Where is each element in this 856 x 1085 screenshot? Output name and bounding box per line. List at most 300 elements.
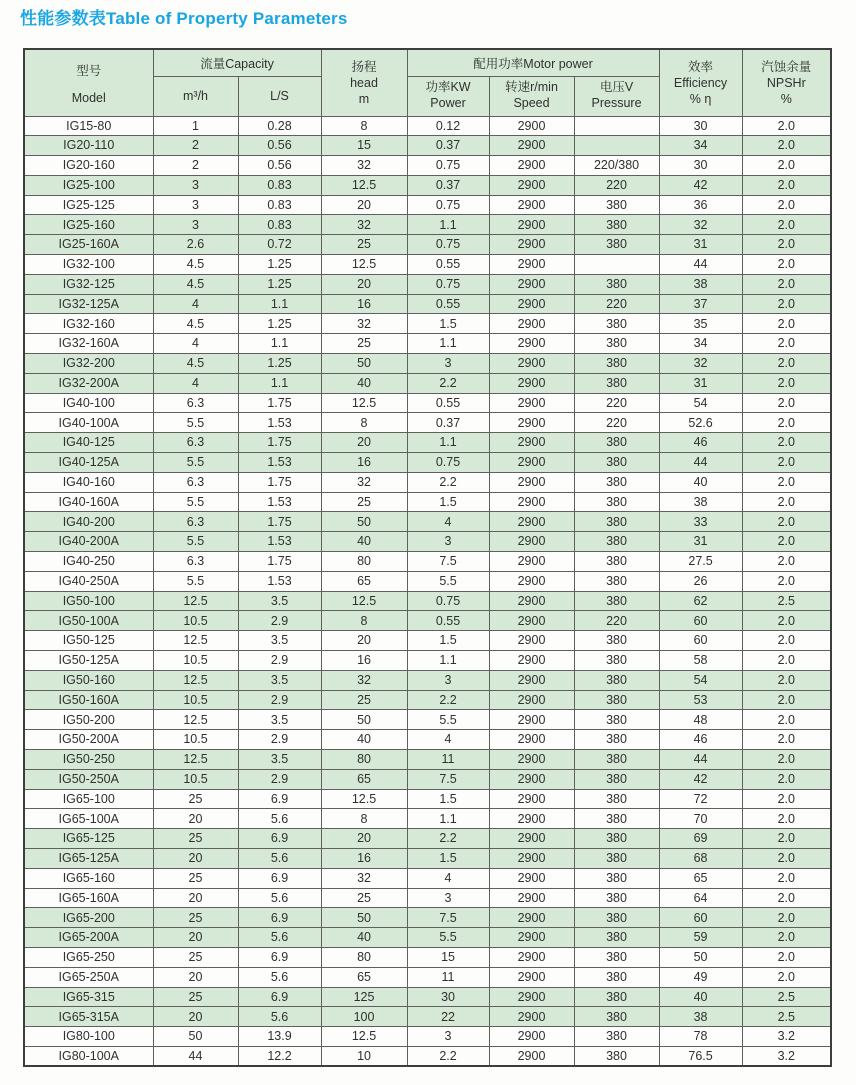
col-header-model-en: Model [71, 90, 106, 105]
cell-npshr: 2.0 [742, 334, 831, 354]
table-body [24, 116, 831, 1066]
cell-speed: 2900 [489, 334, 574, 354]
cell-eff: 76.5 [659, 1046, 742, 1066]
cell-ls: 0.72 [238, 235, 321, 255]
cell-ls: 1.53 [238, 571, 321, 591]
table-row [24, 195, 831, 215]
cell-power: 1.1 [407, 433, 489, 453]
cell-ls: 5.6 [238, 809, 321, 829]
cell-pressure: 380 [574, 433, 659, 453]
cell-model: IG65-100 [24, 789, 153, 809]
table-row [24, 314, 831, 334]
cell-head: 10 [321, 1046, 407, 1066]
cell-pressure: 380 [574, 1007, 659, 1027]
cell-m3h: 4.5 [153, 255, 238, 275]
table-row [24, 928, 831, 948]
cell-eff: 32 [659, 215, 742, 235]
cell-npshr: 2.0 [742, 373, 831, 393]
cell-m3h: 25 [153, 868, 238, 888]
cell-eff: 44 [659, 255, 742, 275]
cell-model: IG65-200 [24, 908, 153, 928]
cell-npshr: 2.0 [742, 235, 831, 255]
cell-m3h: 12.5 [153, 591, 238, 611]
cell-head: 32 [321, 156, 407, 176]
cell-eff: 48 [659, 710, 742, 730]
cell-head: 25 [321, 334, 407, 354]
cell-m3h: 2.6 [153, 235, 238, 255]
cell-eff: 46 [659, 433, 742, 453]
col-header-speed [489, 76, 574, 116]
cell-pressure: 220 [574, 294, 659, 314]
cell-npshr: 3.2 [742, 1046, 831, 1066]
cell-speed: 2900 [489, 829, 574, 849]
cell-head: 65 [321, 967, 407, 987]
cell-speed: 2900 [489, 730, 574, 750]
cell-m3h: 2 [153, 136, 238, 156]
cell-power: 4 [407, 868, 489, 888]
cell-power: 5.5 [407, 928, 489, 948]
cell-npshr: 2.0 [742, 571, 831, 591]
cell-power: 15 [407, 947, 489, 967]
cell-speed: 2900 [489, 908, 574, 928]
cell-power: 2.2 [407, 690, 489, 710]
cell-pressure: 380 [574, 631, 659, 651]
cell-power: 7.5 [407, 552, 489, 572]
cell-head: 50 [321, 354, 407, 374]
cell-m3h: 1 [153, 116, 238, 136]
cell-ls: 1.53 [238, 492, 321, 512]
cell-npshr: 2.0 [742, 472, 831, 492]
cell-pressure: 380 [574, 512, 659, 532]
cell-model: IG50-200 [24, 710, 153, 730]
table-row [24, 175, 831, 195]
cell-model: IG65-160 [24, 868, 153, 888]
cell-ls: 1.75 [238, 472, 321, 492]
cell-m3h: 20 [153, 1007, 238, 1027]
table-row [24, 591, 831, 611]
cell-eff: 72 [659, 789, 742, 809]
cell-speed: 2900 [489, 552, 574, 572]
cell-m3h: 20 [153, 848, 238, 868]
cell-power: 0.75 [407, 274, 489, 294]
cell-eff: 34 [659, 334, 742, 354]
cell-power: 2.2 [407, 829, 489, 849]
cell-pressure: 380 [574, 947, 659, 967]
table-row [24, 690, 831, 710]
cell-speed: 2900 [489, 1046, 574, 1066]
cell-eff: 65 [659, 868, 742, 888]
cell-speed: 2900 [489, 294, 574, 314]
cell-model: IG80-100 [24, 1027, 153, 1047]
cell-power: 11 [407, 967, 489, 987]
cell-m3h: 12.5 [153, 631, 238, 651]
cell-speed: 2900 [489, 750, 574, 770]
table-row [24, 1007, 831, 1027]
cell-speed: 2900 [489, 1007, 574, 1027]
table-row [24, 354, 831, 374]
cell-power: 0.55 [407, 255, 489, 275]
cell-pressure: 380 [574, 314, 659, 334]
cell-pressure: 380 [574, 730, 659, 750]
cell-model: IG20-160 [24, 156, 153, 176]
cell-eff: 54 [659, 393, 742, 413]
cell-head: 32 [321, 472, 407, 492]
cell-head: 8 [321, 809, 407, 829]
cell-model: IG32-160 [24, 314, 153, 334]
col-header-efficiency [659, 49, 742, 116]
cell-npshr: 2.0 [742, 829, 831, 849]
cell-power: 0.37 [407, 175, 489, 195]
cell-model: IG40-125 [24, 433, 153, 453]
cell-m3h: 5.5 [153, 532, 238, 552]
cell-ls: 1.1 [238, 334, 321, 354]
table-row [24, 532, 831, 552]
cell-m3h: 25 [153, 908, 238, 928]
cell-model: IG25-160 [24, 215, 153, 235]
cell-speed: 2900 [489, 274, 574, 294]
cell-pressure: 380 [574, 868, 659, 888]
cell-ls: 6.9 [238, 829, 321, 849]
table-row [24, 967, 831, 987]
cell-npshr: 2.0 [742, 413, 831, 433]
cell-model: IG65-315 [24, 987, 153, 1007]
table-row [24, 1027, 831, 1047]
cell-npshr: 2.0 [742, 433, 831, 453]
cell-power: 0.75 [407, 591, 489, 611]
cell-head: 16 [321, 848, 407, 868]
table-row [24, 215, 831, 235]
cell-speed: 2900 [489, 373, 574, 393]
cell-pressure: 380 [574, 472, 659, 492]
table-row [24, 987, 831, 1007]
cell-head: 12.5 [321, 255, 407, 275]
cell-model: IG50-200A [24, 730, 153, 750]
table-row [24, 809, 831, 829]
cell-power: 1.1 [407, 334, 489, 354]
cell-npshr: 2.5 [742, 591, 831, 611]
cell-model: IG40-160A [24, 492, 153, 512]
cell-pressure: 380 [574, 967, 659, 987]
cell-model: IG50-250 [24, 750, 153, 770]
cell-ls: 1.25 [238, 274, 321, 294]
cell-speed: 2900 [489, 175, 574, 195]
cell-power: 1.5 [407, 789, 489, 809]
col-header-capacity-group: 流量Capacity [153, 49, 321, 76]
col-header-pressure-en: Pressure [591, 96, 642, 110]
cell-model: IG50-125 [24, 631, 153, 651]
cell-m3h: 5.5 [153, 413, 238, 433]
cell-npshr: 2.0 [742, 255, 831, 275]
cell-pressure: 380 [574, 453, 659, 473]
table-row [24, 373, 831, 393]
cell-power: 5.5 [407, 571, 489, 591]
col-header-efficiency-zh: 效率 [688, 59, 714, 74]
cell-eff: 59 [659, 928, 742, 948]
col-header-head-zh: 扬程 [351, 59, 377, 74]
cell-head: 65 [321, 769, 407, 789]
table-row [24, 274, 831, 294]
cell-pressure: 380 [574, 354, 659, 374]
cell-power: 1.1 [407, 809, 489, 829]
cell-model: IG65-125A [24, 848, 153, 868]
cell-speed: 2900 [489, 710, 574, 730]
cell-ls: 6.9 [238, 908, 321, 928]
cell-model: IG32-125A [24, 294, 153, 314]
cell-power: 2.2 [407, 1046, 489, 1066]
cell-head: 40 [321, 532, 407, 552]
cell-pressure: 220 [574, 611, 659, 631]
cell-m3h: 4.5 [153, 354, 238, 374]
cell-head: 20 [321, 195, 407, 215]
cell-m3h: 12.5 [153, 750, 238, 770]
cell-speed: 2900 [489, 888, 574, 908]
cell-model: IG15-80 [24, 116, 153, 136]
cell-model: IG32-100 [24, 255, 153, 275]
col-header-efficiency-en: Efficiency [673, 75, 728, 90]
cell-pressure: 220 [574, 413, 659, 433]
cell-model: IG32-200 [24, 354, 153, 374]
cell-eff: 33 [659, 512, 742, 532]
cell-model: IG50-100A [24, 611, 153, 631]
cell-npshr: 2.0 [742, 274, 831, 294]
cell-pressure: 220 [574, 393, 659, 413]
cell-speed: 2900 [489, 848, 574, 868]
table-row [24, 393, 831, 413]
cell-speed: 2900 [489, 789, 574, 809]
cell-ls: 5.6 [238, 928, 321, 948]
cell-head: 12.5 [321, 591, 407, 611]
cell-ls: 1.53 [238, 532, 321, 552]
table-row [24, 136, 831, 156]
cell-power: 0.55 [407, 294, 489, 314]
col-header-motor-group: 配用功率Motor power [407, 49, 659, 76]
cell-head: 25 [321, 888, 407, 908]
header-row-groups [24, 49, 831, 76]
cell-npshr: 2.0 [742, 175, 831, 195]
cell-model: IG50-160A [24, 690, 153, 710]
cell-ls: 1.75 [238, 512, 321, 532]
table-row [24, 789, 831, 809]
cell-power: 0.75 [407, 156, 489, 176]
cell-power: 3 [407, 888, 489, 908]
cell-eff: 68 [659, 848, 742, 868]
page-title: 性能参数表Table of Property Parameters [20, 9, 348, 28]
cell-ls: 1.1 [238, 294, 321, 314]
table-row [24, 235, 831, 255]
cell-npshr: 2.0 [742, 195, 831, 215]
parameters-table [23, 48, 832, 1067]
table-row [24, 730, 831, 750]
cell-m3h: 5.5 [153, 453, 238, 473]
cell-eff: 44 [659, 453, 742, 473]
cell-power: 1.5 [407, 314, 489, 334]
col-header-npshr [742, 49, 831, 116]
cell-npshr: 2.0 [742, 512, 831, 532]
cell-pressure [574, 116, 659, 136]
cell-ls: 6.9 [238, 789, 321, 809]
table-row [24, 156, 831, 176]
table-row [24, 512, 831, 532]
cell-npshr: 2.0 [742, 848, 831, 868]
table-row [24, 888, 831, 908]
cell-model: IG32-200A [24, 373, 153, 393]
cell-eff: 69 [659, 829, 742, 849]
cell-eff: 49 [659, 967, 742, 987]
cell-npshr: 2.0 [742, 690, 831, 710]
col-header-head [321, 49, 407, 116]
cell-ls: 2.9 [238, 611, 321, 631]
cell-power: 0.75 [407, 195, 489, 215]
cell-head: 20 [321, 274, 407, 294]
table-row [24, 492, 831, 512]
cell-speed: 2900 [489, 116, 574, 136]
cell-m3h: 5.5 [153, 571, 238, 591]
cell-eff: 54 [659, 670, 742, 690]
cell-eff: 64 [659, 888, 742, 908]
cell-ls: 0.56 [238, 136, 321, 156]
cell-ls: 12.2 [238, 1046, 321, 1066]
cell-pressure [574, 136, 659, 156]
col-header-pressure-zh: 电压V [599, 80, 634, 95]
cell-m3h: 6.3 [153, 433, 238, 453]
cell-model: IG40-250A [24, 571, 153, 591]
cell-m3h: 10.5 [153, 611, 238, 631]
cell-speed: 2900 [489, 947, 574, 967]
cell-ls: 6.9 [238, 868, 321, 888]
cell-ls: 3.5 [238, 670, 321, 690]
cell-ls: 1.53 [238, 453, 321, 473]
cell-ls: 13.9 [238, 1027, 321, 1047]
cell-head: 12.5 [321, 1027, 407, 1047]
cell-power: 2.2 [407, 472, 489, 492]
col-header-power [407, 76, 489, 116]
cell-power: 30 [407, 987, 489, 1007]
cell-eff: 31 [659, 235, 742, 255]
cell-head: 40 [321, 373, 407, 393]
cell-m3h: 10.5 [153, 769, 238, 789]
cell-eff: 38 [659, 274, 742, 294]
cell-speed: 2900 [489, 433, 574, 453]
cell-m3h: 50 [153, 1027, 238, 1047]
cell-head: 32 [321, 215, 407, 235]
cell-pressure: 380 [574, 888, 659, 908]
cell-head: 100 [321, 1007, 407, 1027]
cell-speed: 2900 [489, 156, 574, 176]
cell-power: 0.37 [407, 413, 489, 433]
cell-eff: 44 [659, 750, 742, 770]
table-row [24, 829, 831, 849]
cell-pressure: 380 [574, 235, 659, 255]
cell-npshr: 2.0 [742, 750, 831, 770]
cell-head: 8 [321, 413, 407, 433]
cell-speed: 2900 [489, 512, 574, 532]
cell-model: IG40-160 [24, 472, 153, 492]
cell-ls: 2.9 [238, 769, 321, 789]
cell-npshr: 2.0 [742, 136, 831, 156]
cell-npshr: 2.0 [742, 294, 831, 314]
cell-eff: 36 [659, 195, 742, 215]
cell-pressure: 380 [574, 690, 659, 710]
cell-m3h: 10.5 [153, 651, 238, 671]
cell-ls: 0.56 [238, 156, 321, 176]
cell-npshr: 2.0 [742, 769, 831, 789]
cell-m3h: 4.5 [153, 314, 238, 334]
cell-npshr: 2.0 [742, 908, 831, 928]
col-header-model-zh: 型号 [76, 63, 102, 78]
cell-speed: 2900 [489, 235, 574, 255]
cell-pressure [574, 255, 659, 275]
cell-m3h: 25 [153, 789, 238, 809]
cell-power: 4 [407, 730, 489, 750]
cell-power: 0.55 [407, 611, 489, 631]
cell-ls: 5.6 [238, 888, 321, 908]
cell-pressure: 380 [574, 492, 659, 512]
cell-npshr: 2.0 [742, 393, 831, 413]
table-row [24, 670, 831, 690]
cell-speed: 2900 [489, 967, 574, 987]
cell-m3h: 25 [153, 947, 238, 967]
cell-ls: 5.6 [238, 848, 321, 868]
cell-pressure: 380 [574, 571, 659, 591]
cell-power: 0.55 [407, 393, 489, 413]
cell-ls: 5.6 [238, 967, 321, 987]
cell-eff: 27.5 [659, 552, 742, 572]
cell-head: 25 [321, 492, 407, 512]
cell-m3h: 3 [153, 195, 238, 215]
table-row [24, 631, 831, 651]
cell-model: IG25-160A [24, 235, 153, 255]
table-row [24, 868, 831, 888]
cell-pressure: 380 [574, 928, 659, 948]
cell-speed: 2900 [489, 136, 574, 156]
cell-pressure: 380 [574, 215, 659, 235]
cell-model: IG50-160 [24, 670, 153, 690]
cell-power: 7.5 [407, 769, 489, 789]
cell-power: 3 [407, 670, 489, 690]
cell-speed: 2900 [489, 354, 574, 374]
cell-npshr: 2.0 [742, 314, 831, 334]
cell-power: 7.5 [407, 908, 489, 928]
cell-pressure: 380 [574, 670, 659, 690]
col-header-speed-en: Speed [513, 96, 550, 110]
table-header [24, 49, 831, 116]
cell-pressure: 380 [574, 908, 659, 928]
cell-eff: 53 [659, 690, 742, 710]
table-row [24, 255, 831, 275]
cell-model: IG65-100A [24, 809, 153, 829]
cell-pressure: 380 [574, 987, 659, 1007]
cell-ls: 2.9 [238, 730, 321, 750]
cell-speed: 2900 [489, 492, 574, 512]
cell-m3h: 12.5 [153, 670, 238, 690]
cell-head: 8 [321, 116, 407, 136]
cell-ls: 1.25 [238, 255, 321, 275]
cell-power: 1.5 [407, 848, 489, 868]
cell-speed: 2900 [489, 611, 574, 631]
table-row [24, 848, 831, 868]
col-header-m3h: m³/h [153, 76, 238, 116]
cell-eff: 34 [659, 136, 742, 156]
cell-pressure: 380 [574, 809, 659, 829]
cell-head: 12.5 [321, 789, 407, 809]
cell-npshr: 2.0 [742, 116, 831, 136]
cell-power: 0.12 [407, 116, 489, 136]
cell-head: 40 [321, 928, 407, 948]
cell-npshr: 2.0 [742, 354, 831, 374]
cell-m3h: 12.5 [153, 710, 238, 730]
cell-m3h: 5.5 [153, 492, 238, 512]
cell-speed: 2900 [489, 809, 574, 829]
